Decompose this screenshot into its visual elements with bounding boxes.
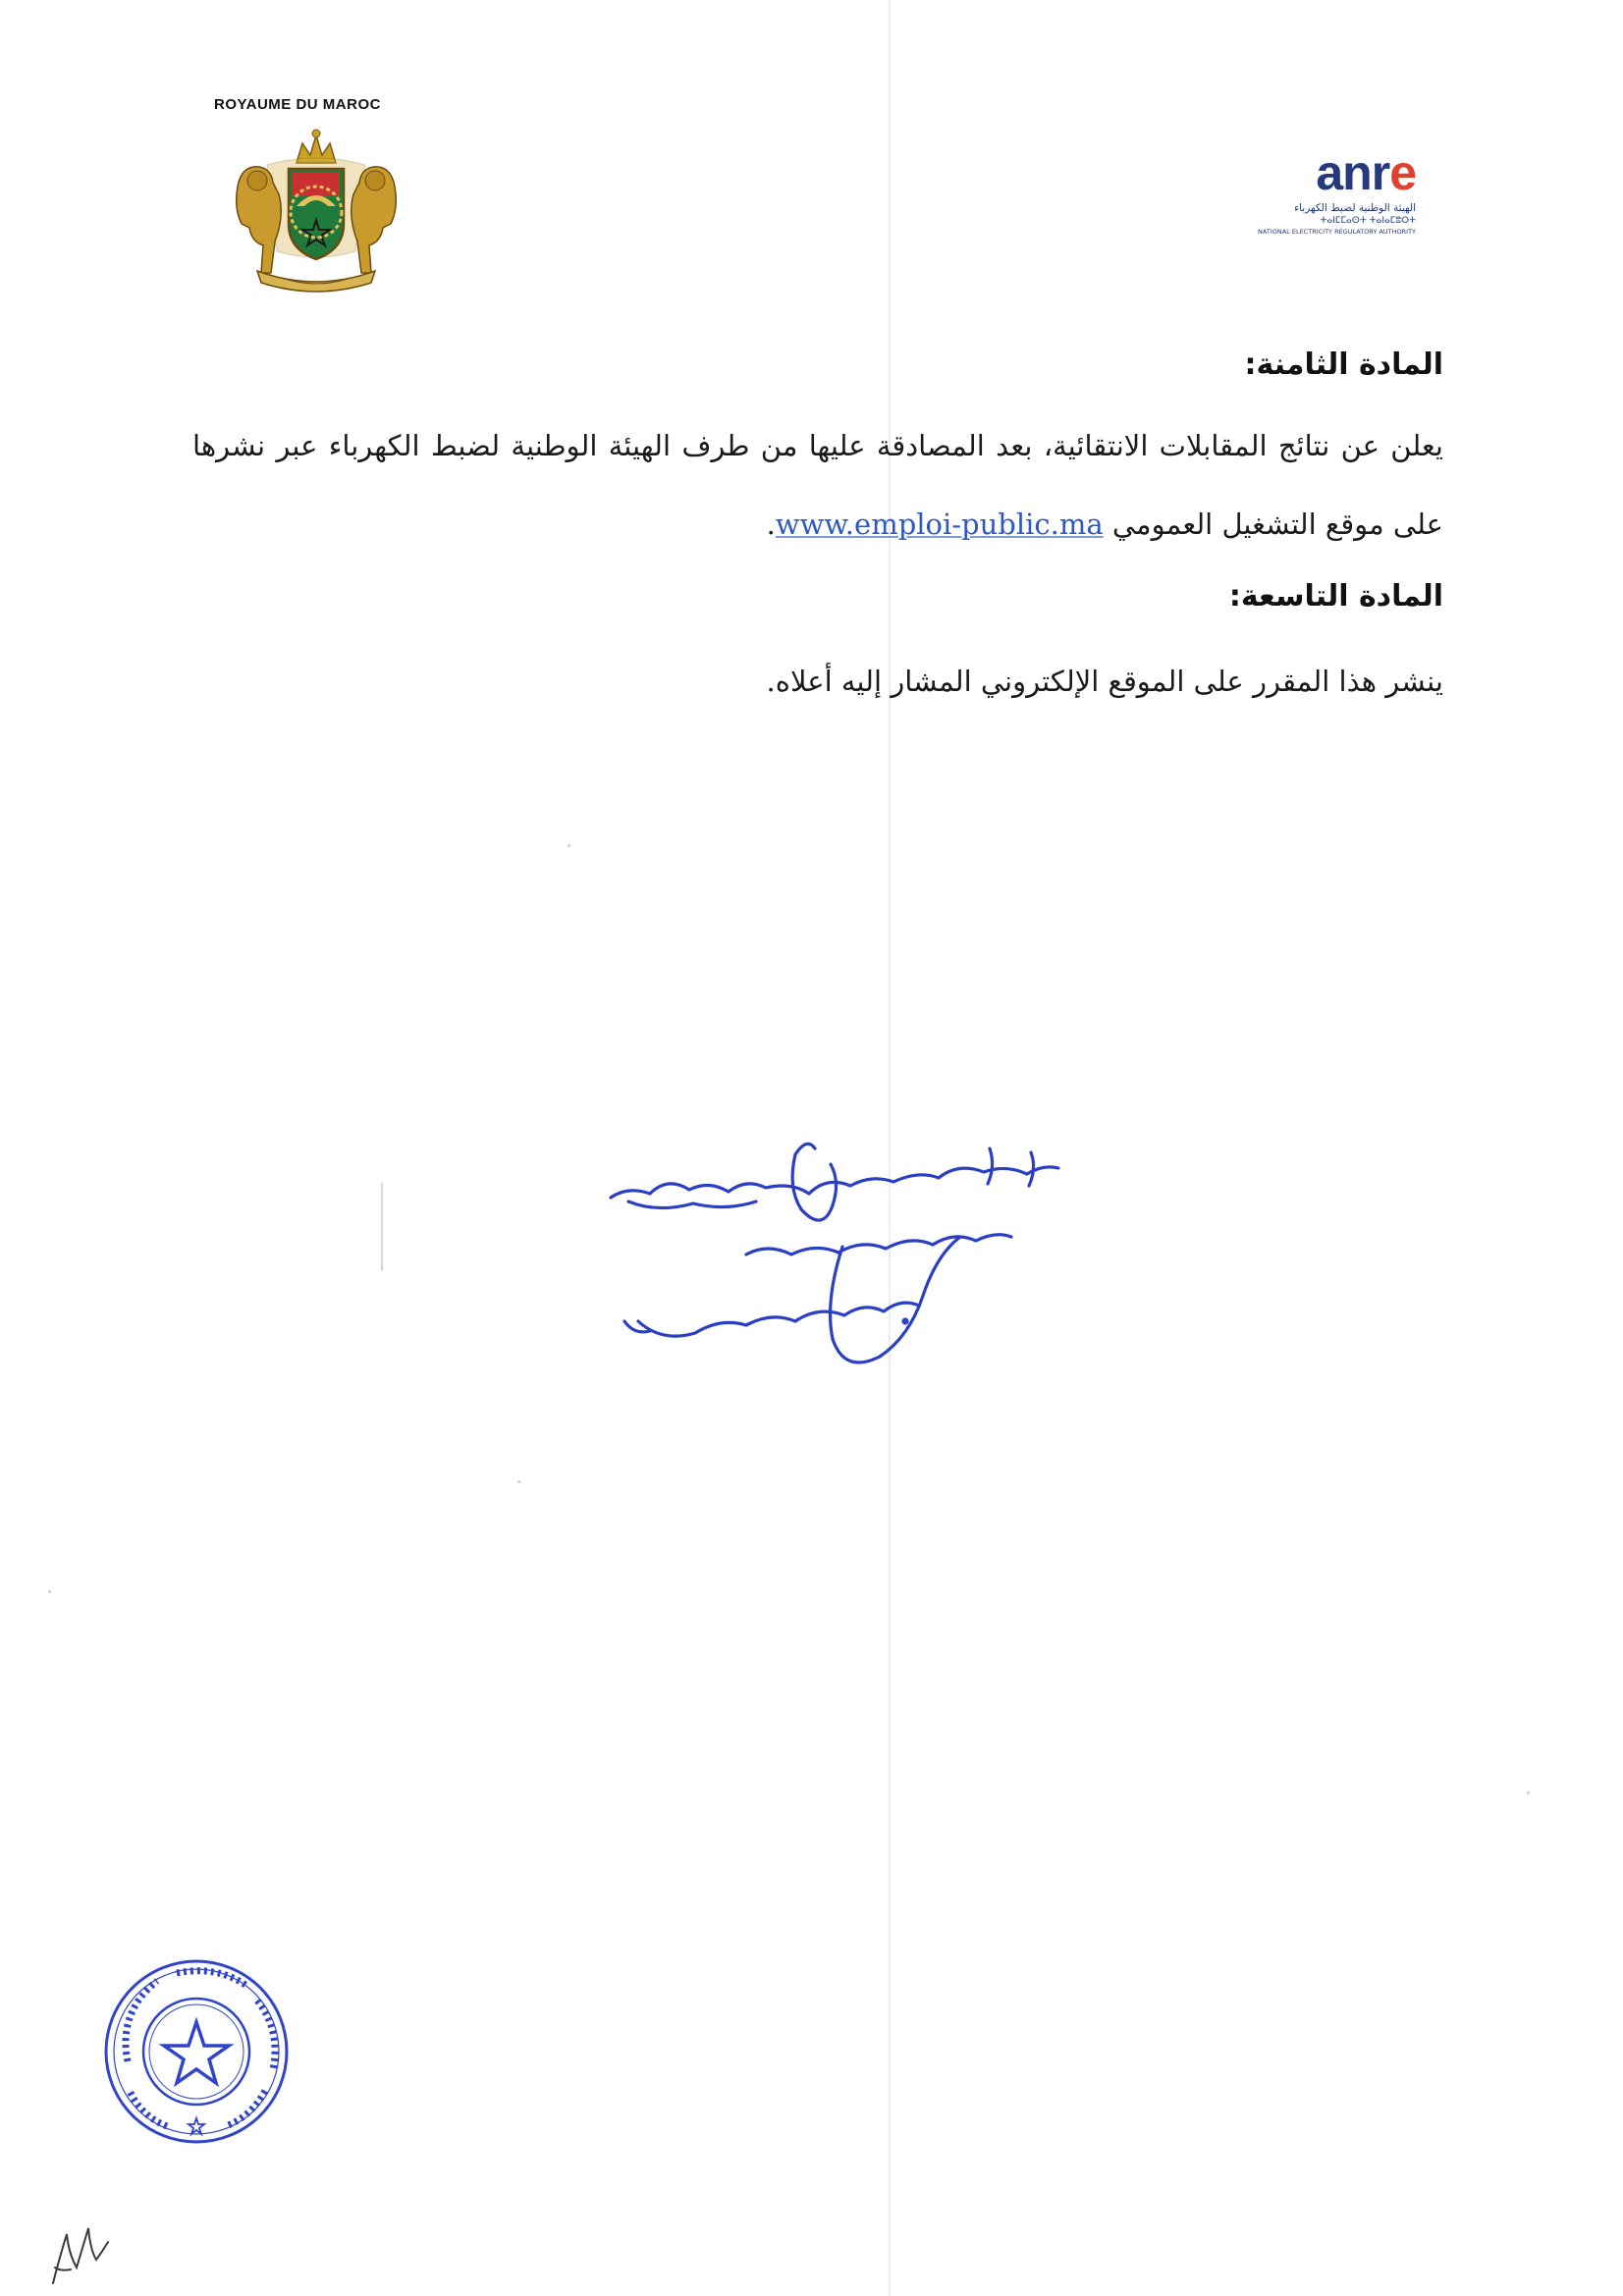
anre-logo-tifinagh-name: ⵜⴰⵏⵎⵎⴰⵙⵜ ⵜⴰⵏⴰⵎⵓⵔⵜ (1320, 216, 1416, 226)
handwritten-signature (599, 1129, 1070, 1394)
scan-speck (568, 844, 570, 847)
article-8-text-start: يعلن عن نتائج المقابلات الانتقائية، بعد المصادقة عليها من طرف الهيئة الوطنية لضبط الكهرباء عبر نشرها على موقع التشغيل العمومي (192, 429, 1443, 541)
anre-logo-arabic-name: الهيئة الوطنية لضبط الكهرباء (1294, 202, 1416, 214)
official-seal (98, 1953, 295, 2150)
handwritten-initials (47, 2220, 126, 2289)
scan-speck (1527, 1791, 1530, 1794)
anre-logo (1245, 147, 1420, 241)
decision-body (192, 346, 1443, 721)
article-9-text: ينشر هذا المقرر على الموقع الإلكتروني المشار إليه أعلاه. (766, 665, 1443, 698)
anre-logo-english-name: NATIONAL ELECTRICITY REGULATORY AUTHORITY (1258, 228, 1416, 236)
article-9-heading: المادة التاسعة: (1228, 579, 1443, 614)
article-8-text-end: . (766, 507, 776, 541)
article-8-text (192, 406, 1443, 563)
emploi-public-link[interactable]: www.emploi-public.ma (775, 507, 1104, 541)
article-8-heading: المادة الثامنة: (1244, 347, 1443, 382)
kingdom-label: ROYAUME DU MAROC (214, 96, 381, 113)
scan-margin-mark (381, 1183, 383, 1271)
anre-logo-word: anre (1316, 145, 1416, 200)
scan-speck (48, 1590, 51, 1593)
scan-speck (517, 1480, 520, 1483)
morocco-coat-of-arms-icon (228, 126, 405, 293)
